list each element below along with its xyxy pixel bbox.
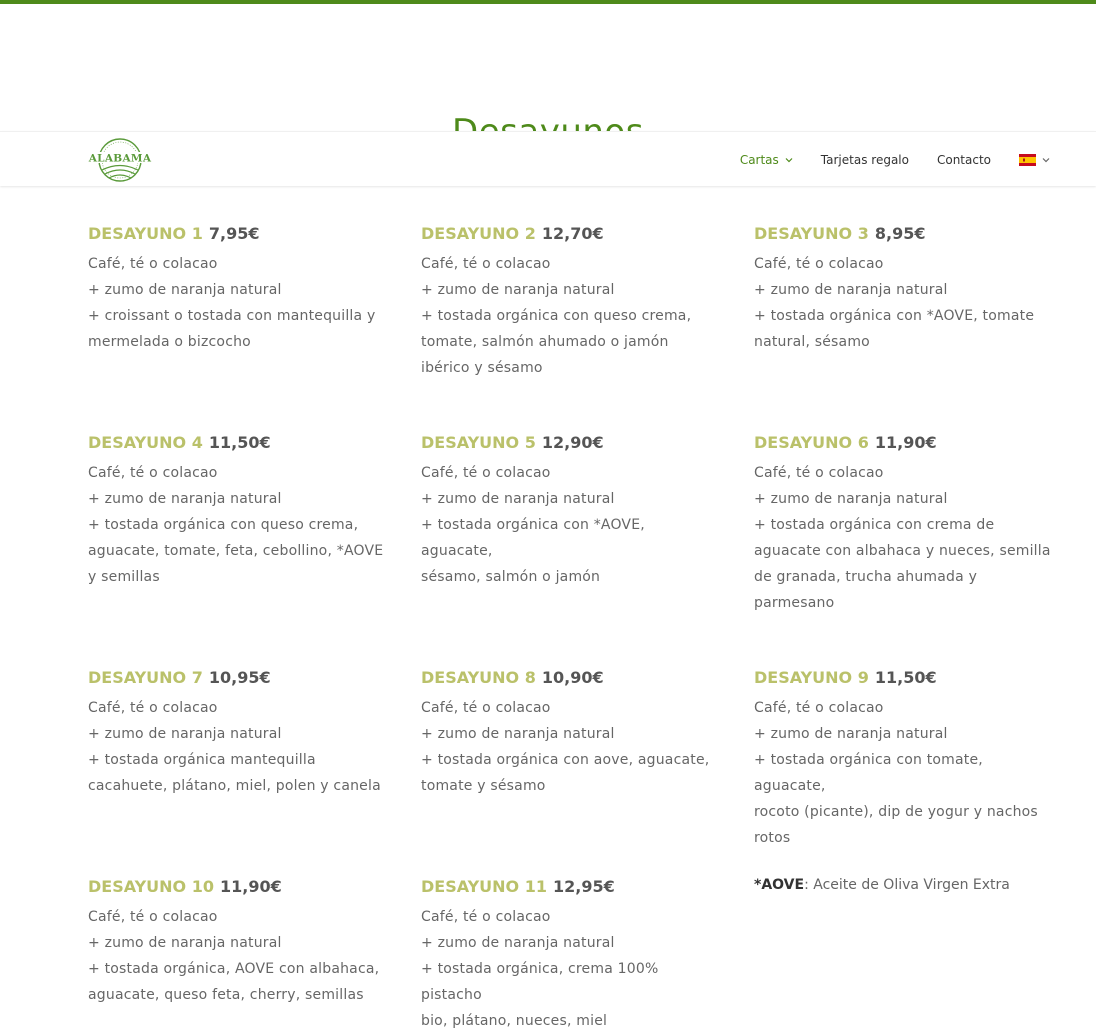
menu-item-line: + zumo de naranja natural: [421, 282, 615, 298]
menu-item-line: + tostada orgánica, AOVE con albahaca,: [88, 961, 380, 977]
alabama-logo[interactable]: [88, 137, 152, 183]
menu-item-line: + tostada orgánica con *AOVE, aguacate,: [421, 517, 645, 559]
menu-item-line: + zumo de naranja natural: [421, 491, 615, 507]
menu-item-line: cacahuete, plátano, miel, polen y canela: [88, 778, 381, 794]
menu-item-title: [88, 667, 388, 689]
menu-item-line: Café, té o colacao: [88, 256, 218, 272]
menu-item: [421, 876, 721, 1034]
menu-item-name: DESAYUNO 9: [754, 668, 869, 687]
menu-item-line: + tostada orgánica con crema de: [754, 517, 995, 533]
menu-item-name: DESAYUNO 11: [421, 877, 547, 896]
menu-item-title: [88, 432, 388, 454]
menu-item-line: + zumo de naranja natural: [754, 282, 948, 298]
chevron-down-icon: [785, 156, 793, 164]
menu-item-line: ibérico y sésamo: [421, 360, 543, 376]
menu-item-price: 12,95€: [553, 877, 615, 896]
menu-item-line: + tostada orgánica con queso crema,: [421, 308, 692, 324]
language-switcher[interactable]: [1019, 154, 1050, 166]
menu-item: [754, 432, 1054, 616]
menu-item-line: Café, té o colacao: [421, 700, 551, 716]
footnote-definition: : Aceite de Oliva Virgen Extra: [804, 877, 1010, 893]
menu-item-line: Café, té o colacao: [754, 700, 884, 716]
menu-item-line: sésamo, salmón o jamón: [421, 569, 601, 585]
menu-item-line: + zumo de naranja natural: [88, 282, 282, 298]
menu-item-line: aguacate, queso feta, cherry, semillas: [88, 987, 364, 1003]
menu-item-price: 7,95€: [208, 224, 260, 243]
menu-item-line: + tostada orgánica con tomate, aguacate,: [754, 752, 983, 794]
menu-item-line: Café, té o colacao: [421, 256, 551, 272]
menu-item-price: 11,50€: [208, 433, 271, 452]
menu-item-price: 10,90€: [541, 668, 604, 687]
menu-item-title: [421, 432, 721, 454]
menu-item-price: 11,90€: [874, 433, 937, 452]
menu-item-line: Café, té o colacao: [88, 700, 218, 716]
menu-item-line: rotos: [754, 830, 791, 846]
menu-item-title: [88, 223, 388, 245]
menu-item-line: y semillas: [88, 569, 160, 585]
menu-item-line: + tostada orgánica mantequilla: [88, 752, 316, 768]
menu-item-line: bio, plátano, nueces, miel: [421, 1013, 608, 1029]
menu-item-line: + tostada orgánica, crema 100% pistacho: [421, 961, 659, 1003]
menu-item-name: DESAYUNO 2: [421, 224, 536, 243]
menu-item-line: tomate y sésamo: [421, 778, 546, 794]
logo-emblem-icon: [88, 137, 152, 183]
menu-item-line: Café, té o colacao: [421, 909, 551, 925]
nav-tarjetas-regalo-label: Tarjetas regalo: [820, 152, 909, 167]
menu-item: [88, 876, 388, 1008]
menu-item-line: mermelada o bizcocho: [88, 334, 251, 350]
menu-item-line: tomate, salmón ahumado o jamón: [421, 334, 669, 350]
nav-tarjetas-regalo[interactable]: [821, 153, 909, 167]
menu-item-line: de granada, trucha ahumada y: [754, 569, 978, 585]
menu-item-line: + zumo de naranja natural: [88, 491, 282, 507]
top-accent-bar: [0, 0, 1096, 4]
menu-item: [88, 223, 388, 355]
menu-item-line: Café, té o colacao: [754, 256, 884, 272]
menu-item: [754, 667, 1054, 851]
menu-item-line: natural, sésamo: [754, 334, 870, 350]
menu-item-line: Café, té o colacao: [88, 465, 218, 481]
menu-item-line: + croissant o tostada con mantequilla y: [88, 308, 376, 324]
svg-text:ALABAMA: ALABAMA: [88, 152, 152, 165]
menu-item-name: DESAYUNO 1: [88, 224, 203, 243]
menu-item-line: + zumo de naranja natural: [88, 935, 282, 951]
menu-item-price: 12,70€: [541, 224, 604, 243]
menu-item-line: aguacate con albahaca y nueces, semilla: [754, 543, 1051, 559]
nav-contacto-label: Contacto: [936, 152, 991, 167]
chevron-down-icon: [1042, 156, 1050, 164]
menu-item: [421, 432, 721, 590]
menu-item-price: 12,90€: [541, 433, 604, 452]
menu-item-title: [754, 432, 1054, 454]
menu-item: [421, 667, 721, 799]
menu-item-line: + zumo de naranja natural: [421, 935, 615, 951]
menu-item: [88, 432, 388, 590]
menu-item: [421, 223, 721, 381]
menu-item-price: 8,95€: [874, 224, 926, 243]
menu-item-line: Café, té o colacao: [421, 465, 551, 481]
nav-cartas-label: Cartas: [739, 152, 779, 167]
menu-item-title: [88, 876, 388, 898]
menu-item-line: + zumo de naranja natural: [754, 491, 948, 507]
menu-item-name: DESAYUNO 8: [421, 668, 536, 687]
footnote-term: *AOVE: [754, 877, 805, 893]
menu-item-line: + tostada orgánica con queso crema,: [88, 517, 359, 533]
menu-item-name: DESAYUNO 6: [754, 433, 869, 452]
menu-item-line: parmesano: [754, 595, 835, 611]
menu-item-line: Café, té o colacao: [754, 465, 884, 481]
nav-contacto[interactable]: [937, 153, 991, 167]
menu-item-line: + zumo de naranja natural: [88, 726, 282, 742]
menu-item-price: 11,90€: [220, 877, 282, 896]
main-nav: [712, 132, 1050, 187]
menu-item-price: 11,50€: [874, 668, 937, 687]
menu-item-line: + zumo de naranja natural: [754, 726, 948, 742]
menu-item-price: 10,95€: [208, 668, 271, 687]
menu-item-line: aguacate, tomate, feta, cebollino, *AOVE: [88, 543, 384, 559]
menu-item-title: [754, 667, 1054, 689]
menu-item-name: DESAYUNO 5: [421, 433, 536, 452]
site-header: [0, 131, 1096, 186]
menu-item: [88, 667, 388, 799]
menu-item-title: [421, 876, 721, 898]
menu-item-title: [421, 667, 721, 689]
nav-cartas[interactable]: [740, 153, 793, 167]
menu-item: [754, 223, 1054, 355]
menu-item-line: Café, té o colacao: [88, 909, 218, 925]
menu-item-name: DESAYUNO 10: [88, 877, 214, 896]
menu-item-line: + tostada orgánica con aove, aguacate,: [421, 752, 710, 768]
menu-item-line: + tostada orgánica con *AOVE, tomate: [754, 308, 1035, 324]
menu-item-line: + zumo de naranja natural: [421, 726, 615, 742]
menu-item-title: [754, 223, 1054, 245]
menu-item-name: DESAYUNO 4: [88, 433, 203, 452]
menu-item-name: DESAYUNO 7: [88, 668, 203, 687]
menu-item-name: DESAYUNO 3: [754, 224, 869, 243]
spain-flag-icon: [1019, 154, 1036, 166]
aove-footnote: [754, 873, 1010, 897]
menu-item-line: rocoto (picante), dip de yogur y nachos: [754, 804, 1038, 820]
menu-item-title: [421, 223, 721, 245]
